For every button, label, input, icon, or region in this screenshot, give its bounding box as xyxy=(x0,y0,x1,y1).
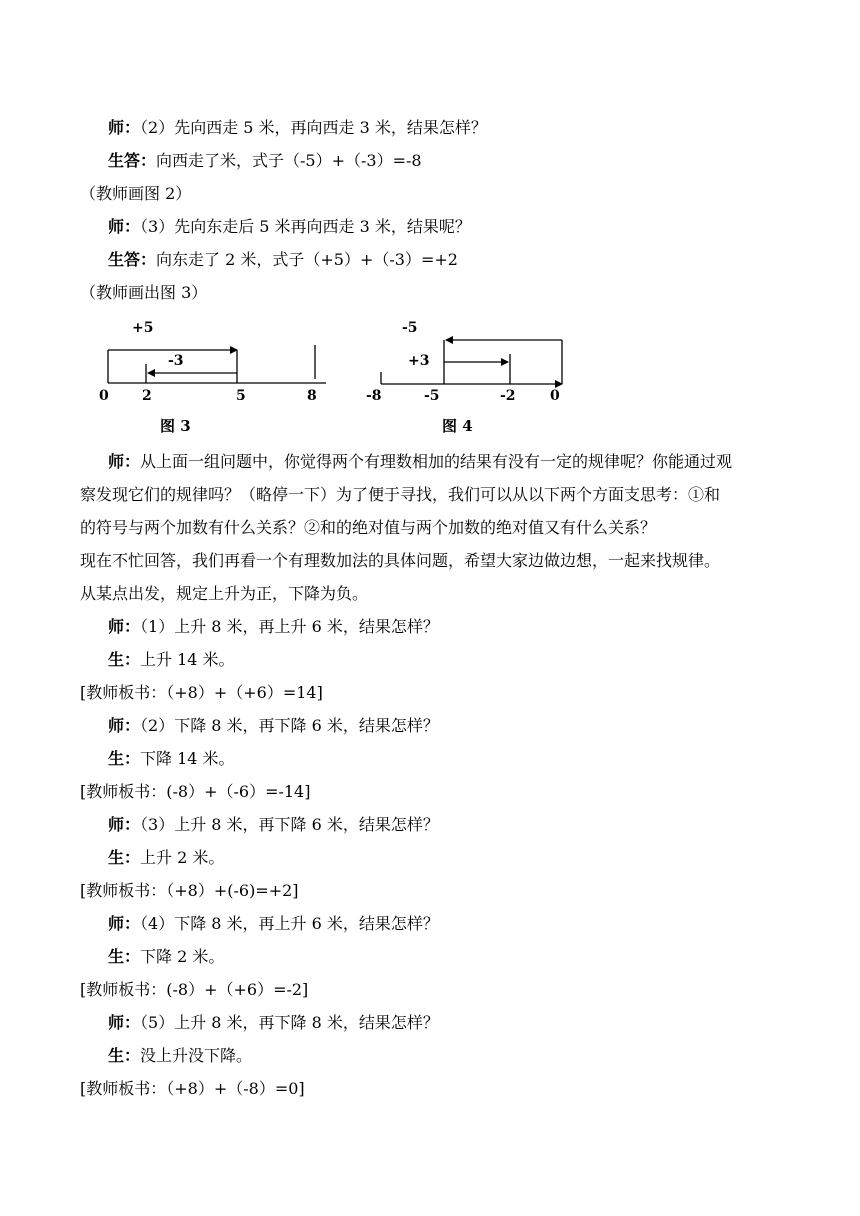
qa-line: 生：下降 14 米。 xyxy=(108,749,235,768)
paragraph-line: 察发现它们的规律吗？（略停一下）为了便于寻找，我们可以从以下两个方面支思考：①和 xyxy=(80,485,721,504)
qa-line: 生：上升 2 米。 xyxy=(108,848,225,867)
paragraph-line: 现在不忙回答，我们再看一个有理数加法的具体问题，希望大家边做边想，一起来找规律。 xyxy=(80,551,721,570)
figure-3 xyxy=(99,320,326,435)
qa-line: 生：上升 14 米。 xyxy=(108,650,235,669)
fig3-tick-label: 0 xyxy=(99,388,109,404)
fig4-tick-label: 0 xyxy=(550,388,560,404)
qa-line: 师：（3）上升 8 米，再下降 6 米，结果怎样？ xyxy=(108,815,439,834)
fig3-tick-label: 8 xyxy=(307,388,317,404)
fig4-caption: 图 4 xyxy=(442,417,473,435)
qa-line: 师：（4）下降 8 米，再上升 6 米，结果怎样？ xyxy=(108,914,439,933)
board-line: [教师板书：(-8）+（-6）=-14] xyxy=(80,782,311,801)
dialogue-line: 生答：向西走了米，式子（-5）+（-3）=-8 xyxy=(108,151,422,170)
number-line-figures xyxy=(90,312,580,442)
paragraph-line: 的符号与两个加数有什么关系？②和的绝对值与两个加数的绝对值又有什么关系？ xyxy=(80,518,657,537)
board-line: [教师板书：（+8）+（+6）=14] xyxy=(80,683,323,702)
paragraph-line: 从某点出发，规定上升为正，下降为负。 xyxy=(80,584,369,603)
fig4-tick-label: -8 xyxy=(366,388,382,404)
fig3-top-label: +5 xyxy=(132,320,154,336)
fig4-inner-label: +3 xyxy=(408,353,430,369)
qa-line: 生：没上升没下降。 xyxy=(108,1046,253,1065)
board-line: [教师板书：（+8）+(-6)=+2] xyxy=(80,881,299,900)
fig3-tick-label: 5 xyxy=(236,388,246,404)
qa-line: 师：（5）上升 8 米，再下降 8 米，结果怎样？ xyxy=(108,1013,439,1032)
board-line: [教师板书：(-8）+（+6）=-2] xyxy=(80,980,309,999)
fig4-tick-label: -5 xyxy=(424,388,440,404)
fig3-caption: 图 3 xyxy=(160,417,191,435)
dialogue-line: 师：（3）先向东走后 5 米再向西走 3 米，结果呢？ xyxy=(108,217,471,236)
figure-4 xyxy=(366,320,562,435)
qa-line: 师：（2）下降 8 米，再下降 6 米，结果怎样？ xyxy=(108,716,439,735)
dialogue-line: 生答：向东走了 2 米，式子（+5）+（-3）=+2 xyxy=(108,250,458,269)
qa-line: 师：（1）上升 8 米，再上升 6 米，结果怎样？ xyxy=(108,617,439,636)
fig4-top-label: -5 xyxy=(402,320,418,336)
dialogue-line: （教师画图 2） xyxy=(80,184,192,203)
dialogue-line: （教师画出图 3） xyxy=(80,283,208,302)
dialogue-line: 师：（2）先向西走 5 米，再向西走 3 米，结果怎样？ xyxy=(108,118,487,137)
board-line: [教师板书：（+8）+（-8）=0] xyxy=(80,1079,305,1098)
fig3-inner-label: -3 xyxy=(168,353,184,369)
paragraph-line: 师：从上面一组问题中，你觉得两个有理数相加的结果有没有一定的规律呢？你能通过观 xyxy=(108,452,733,471)
fig3-tick-label: 2 xyxy=(142,388,152,404)
qa-line: 生：下降 2 米。 xyxy=(108,947,225,966)
figures xyxy=(90,312,580,442)
fig4-tick-label: -2 xyxy=(500,388,516,404)
